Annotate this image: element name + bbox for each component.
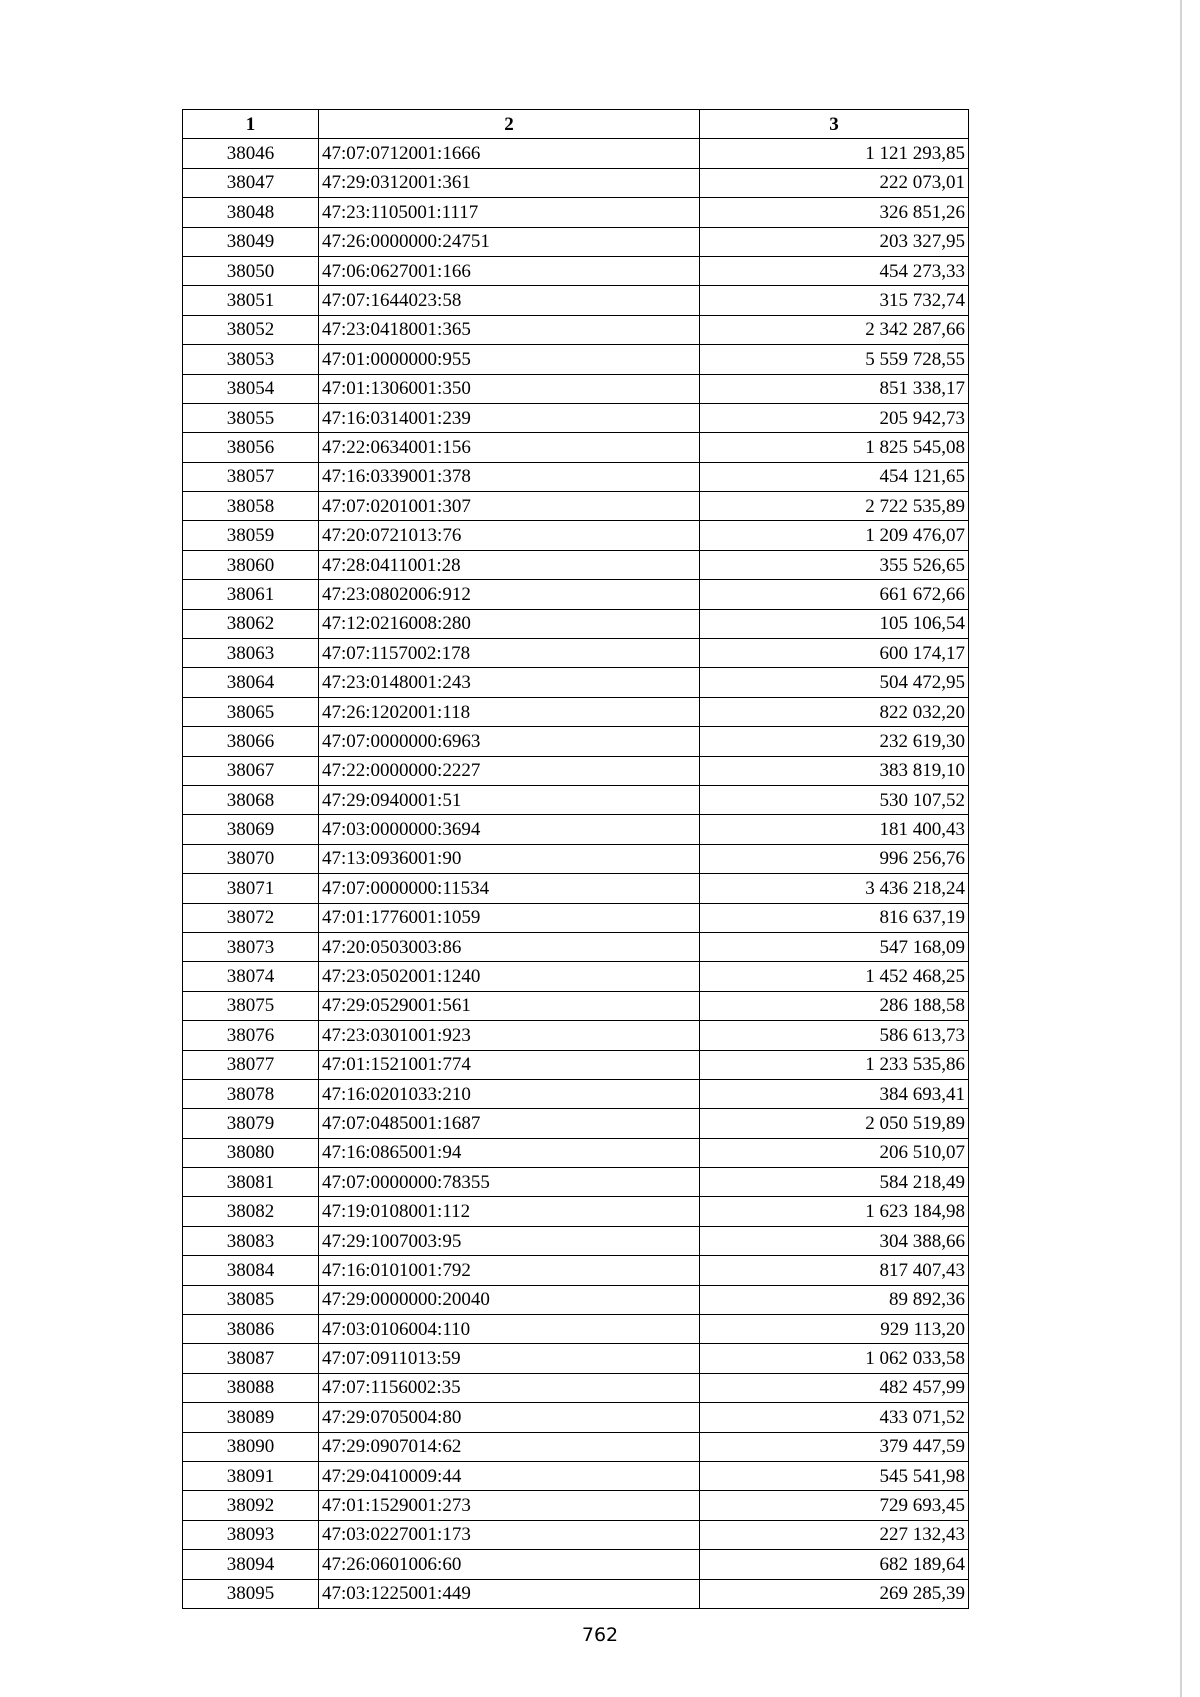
table-row [183, 1550, 969, 1579]
cadastral-number-cell: 47:23:0502001:1240 [319, 962, 700, 991]
row-number-cell: 38087 [183, 1344, 319, 1373]
cadastral-number-cell: 47:22:0000000:2227 [319, 756, 700, 785]
table-row [183, 727, 969, 756]
value-cell: 996 256,76 [700, 844, 969, 873]
cadastral-number-cell: 47:20:0503003:86 [319, 932, 700, 961]
table-row [183, 1520, 969, 1549]
value-cell: 2 722 535,89 [700, 492, 969, 521]
cadastral-number-cell: 47:23:0802006:912 [319, 580, 700, 609]
value-cell: 586 613,73 [700, 1021, 969, 1050]
table-row [183, 991, 969, 1020]
row-number-cell: 38059 [183, 521, 319, 550]
table-row [183, 374, 969, 403]
row-number-cell: 38066 [183, 727, 319, 756]
value-cell: 482 457,99 [700, 1373, 969, 1402]
table-row [183, 1079, 969, 1108]
table-row [183, 315, 969, 344]
cadastral-number-cell: 47:29:0907014:62 [319, 1432, 700, 1461]
row-number-cell: 38069 [183, 815, 319, 844]
cadastral-number-cell: 47:07:0911013:59 [319, 1344, 700, 1373]
value-cell: 729 693,45 [700, 1491, 969, 1520]
value-cell: 1 062 033,58 [700, 1344, 969, 1373]
cadastral-number-cell: 47:16:0865001:94 [319, 1138, 700, 1167]
row-number-cell: 38082 [183, 1197, 319, 1226]
value-cell: 682 189,64 [700, 1550, 969, 1579]
row-number-cell: 38089 [183, 1403, 319, 1432]
table-body [183, 139, 969, 1609]
cadastral-number-cell: 47:23:0301001:923 [319, 1021, 700, 1050]
cadastral-number-cell: 47:16:0201033:210 [319, 1079, 700, 1108]
cadastral-number-cell: 47:16:0339001:378 [319, 462, 700, 491]
row-number-cell: 38065 [183, 697, 319, 726]
row-number-cell: 38079 [183, 1109, 319, 1138]
table-row [183, 550, 969, 579]
table-row [183, 1256, 969, 1285]
table-row [183, 139, 969, 168]
value-cell: 661 672,66 [700, 580, 969, 609]
cadastral-number-cell: 47:13:0936001:90 [319, 844, 700, 873]
value-cell: 2 050 519,89 [700, 1109, 969, 1138]
value-cell: 433 071,52 [700, 1403, 969, 1432]
row-number-cell: 38067 [183, 756, 319, 785]
value-cell: 454 121,65 [700, 462, 969, 491]
row-number-cell: 38090 [183, 1432, 319, 1461]
cadastral-number-cell: 47:01:0000000:955 [319, 345, 700, 374]
row-number-cell: 38064 [183, 668, 319, 697]
table-row [183, 168, 969, 197]
cadastral-number-cell: 47:29:0705004:80 [319, 1403, 700, 1432]
row-number-cell: 38070 [183, 844, 319, 873]
table-row [183, 1461, 969, 1490]
row-number-cell: 38075 [183, 991, 319, 1020]
table-row [183, 1315, 969, 1344]
row-number-cell: 38062 [183, 609, 319, 638]
row-number-cell: 38092 [183, 1491, 319, 1520]
cadastral-number-cell: 47:03:0000000:3694 [319, 815, 700, 844]
cadastral-number-cell: 47:29:0529001:561 [319, 991, 700, 1020]
cadastral-number-cell: 47:26:0601006:60 [319, 1550, 700, 1579]
value-cell: 89 892,36 [700, 1285, 969, 1314]
row-number-cell: 38081 [183, 1168, 319, 1197]
table-row [183, 198, 969, 227]
cadastral-value-table [182, 109, 969, 1609]
value-cell: 181 400,43 [700, 815, 969, 844]
value-cell: 545 541,98 [700, 1461, 969, 1490]
cadastral-number-cell: 47:01:1521001:774 [319, 1050, 700, 1079]
value-cell: 530 107,52 [700, 785, 969, 814]
cadastral-number-cell: 47:07:0000000:11534 [319, 874, 700, 903]
row-number-cell: 38052 [183, 315, 319, 344]
value-cell: 600 174,17 [700, 639, 969, 668]
value-cell: 105 106,54 [700, 609, 969, 638]
value-cell: 822 032,20 [700, 697, 969, 726]
page-edge-shadow [1180, 0, 1182, 1697]
value-cell: 504 472,95 [700, 668, 969, 697]
cadastral-number-cell: 47:23:0418001:365 [319, 315, 700, 344]
table-row [183, 286, 969, 315]
column-header-2: 2 [319, 110, 700, 139]
table-row [183, 1109, 969, 1138]
cadastral-number-cell: 47:29:0312001:361 [319, 168, 700, 197]
value-cell: 1 623 184,98 [700, 1197, 969, 1226]
cadastral-number-cell: 47:03:0227001:173 [319, 1520, 700, 1549]
row-number-cell: 38093 [183, 1520, 319, 1549]
cadastral-number-cell: 47:01:1776001:1059 [319, 903, 700, 932]
table-row [183, 1226, 969, 1255]
table-row [183, 1021, 969, 1050]
row-number-cell: 38063 [183, 639, 319, 668]
row-number-cell: 38095 [183, 1579, 319, 1608]
value-cell: 1 121 293,85 [700, 139, 969, 168]
cadastral-number-cell: 47:26:1202001:118 [319, 697, 700, 726]
row-number-cell: 38088 [183, 1373, 319, 1402]
table-row [183, 668, 969, 697]
table-row [183, 815, 969, 844]
cadastral-number-cell: 47:06:0627001:166 [319, 256, 700, 285]
row-number-cell: 38060 [183, 550, 319, 579]
cadastral-number-cell: 47:20:0721013:76 [319, 521, 700, 550]
value-cell: 326 851,26 [700, 198, 969, 227]
value-cell: 3 436 218,24 [700, 874, 969, 903]
row-number-cell: 38057 [183, 462, 319, 491]
table-row [183, 462, 969, 491]
cadastral-number-cell: 47:07:0712001:1666 [319, 139, 700, 168]
cadastral-number-cell: 47:01:1529001:273 [319, 1491, 700, 1520]
table-header-row [183, 110, 969, 139]
cadastral-number-cell: 47:29:0000000:20040 [319, 1285, 700, 1314]
row-number-cell: 38073 [183, 932, 319, 961]
cadastral-number-cell: 47:23:1105001:1117 [319, 198, 700, 227]
row-number-cell: 38074 [183, 962, 319, 991]
cadastral-number-cell: 47:03:0106004:110 [319, 1315, 700, 1344]
row-number-cell: 38086 [183, 1315, 319, 1344]
value-cell: 269 285,39 [700, 1579, 969, 1608]
table-row [183, 903, 969, 932]
row-number-cell: 38083 [183, 1226, 319, 1255]
table-row [183, 521, 969, 550]
table-row [183, 874, 969, 903]
value-cell: 384 693,41 [700, 1079, 969, 1108]
cadastral-number-cell: 47:26:0000000:24751 [319, 227, 700, 256]
value-cell: 206 510,07 [700, 1138, 969, 1167]
row-number-cell: 38050 [183, 256, 319, 285]
table-row [183, 639, 969, 668]
value-cell: 584 218,49 [700, 1168, 969, 1197]
row-number-cell: 38048 [183, 198, 319, 227]
value-cell: 1 452 468,25 [700, 962, 969, 991]
table-row [183, 1403, 969, 1432]
table-row [183, 785, 969, 814]
table-row [183, 962, 969, 991]
row-number-cell: 38054 [183, 374, 319, 403]
row-number-cell: 38078 [183, 1079, 319, 1108]
value-cell: 227 132,43 [700, 1520, 969, 1549]
table-row [183, 844, 969, 873]
table-row [183, 932, 969, 961]
cadastral-number-cell: 47:07:0201001:307 [319, 492, 700, 521]
value-cell: 5 559 728,55 [700, 345, 969, 374]
row-number-cell: 38071 [183, 874, 319, 903]
row-number-cell: 38049 [183, 227, 319, 256]
row-number-cell: 38051 [183, 286, 319, 315]
value-cell: 454 273,33 [700, 256, 969, 285]
table-row [183, 1138, 969, 1167]
cadastral-number-cell: 47:28:0411001:28 [319, 550, 700, 579]
row-number-cell: 38061 [183, 580, 319, 609]
value-cell: 203 327,95 [700, 227, 969, 256]
value-cell: 304 388,66 [700, 1226, 969, 1255]
cadastral-number-cell: 47:07:1156002:35 [319, 1373, 700, 1402]
row-number-cell: 38077 [183, 1050, 319, 1079]
column-header-3: 3 [700, 110, 969, 139]
value-cell: 379 447,59 [700, 1432, 969, 1461]
cadastral-number-cell: 47:29:0410009:44 [319, 1461, 700, 1490]
row-number-cell: 38055 [183, 403, 319, 432]
table-row [183, 1168, 969, 1197]
cadastral-number-cell: 47:07:0485001:1687 [319, 1109, 700, 1138]
row-number-cell: 38056 [183, 433, 319, 462]
table-row [183, 227, 969, 256]
cadastral-number-cell: 47:16:0101001:792 [319, 1256, 700, 1285]
table-row [183, 1432, 969, 1461]
row-number-cell: 38058 [183, 492, 319, 521]
value-cell: 547 168,09 [700, 932, 969, 961]
row-number-cell: 38076 [183, 1021, 319, 1050]
table-row [183, 256, 969, 285]
row-number-cell: 38094 [183, 1550, 319, 1579]
table-row [183, 1579, 969, 1608]
table-row [183, 403, 969, 432]
cadastral-number-cell: 47:19:0108001:112 [319, 1197, 700, 1226]
table-row [183, 609, 969, 638]
value-cell: 929 113,20 [700, 1315, 969, 1344]
table-row [183, 1344, 969, 1373]
table-row [183, 433, 969, 462]
value-cell: 286 188,58 [700, 991, 969, 1020]
table-row [183, 1491, 969, 1520]
cadastral-number-cell: 47:07:1644023:58 [319, 286, 700, 315]
table-row [183, 1285, 969, 1314]
table-row [183, 345, 969, 374]
table-row [183, 1050, 969, 1079]
value-cell: 222 073,01 [700, 168, 969, 197]
table-row [183, 697, 969, 726]
table-row [183, 756, 969, 785]
cadastral-number-cell: 47:16:0314001:239 [319, 403, 700, 432]
value-cell: 232 619,30 [700, 727, 969, 756]
cadastral-number-cell: 47:22:0634001:156 [319, 433, 700, 462]
row-number-cell: 38053 [183, 345, 319, 374]
value-cell: 355 526,65 [700, 550, 969, 579]
row-number-cell: 38046 [183, 139, 319, 168]
page-number: 762 [581, 1624, 619, 1646]
table-row [183, 1197, 969, 1226]
value-cell: 315 732,74 [700, 286, 969, 315]
cadastral-number-cell: 47:12:0216008:280 [319, 609, 700, 638]
cadastral-number-cell: 47:07:1157002:178 [319, 639, 700, 668]
value-cell: 2 342 287,66 [700, 315, 969, 344]
table-row [183, 1373, 969, 1402]
row-number-cell: 38084 [183, 1256, 319, 1285]
row-number-cell: 38091 [183, 1461, 319, 1490]
value-cell: 1 209 476,07 [700, 521, 969, 550]
value-cell: 816 637,19 [700, 903, 969, 932]
row-number-cell: 38085 [183, 1285, 319, 1314]
cadastral-number-cell: 47:07:0000000:78355 [319, 1168, 700, 1197]
value-cell: 1 233 535,86 [700, 1050, 969, 1079]
cadastral-number-cell: 47:03:1225001:449 [319, 1579, 700, 1608]
row-number-cell: 38047 [183, 168, 319, 197]
row-number-cell: 38068 [183, 785, 319, 814]
table-row [183, 580, 969, 609]
value-cell: 851 338,17 [700, 374, 969, 403]
column-header-1: 1 [183, 110, 319, 139]
table-row [183, 492, 969, 521]
cadastral-number-cell: 47:23:0148001:243 [319, 668, 700, 697]
value-cell: 383 819,10 [700, 756, 969, 785]
value-cell: 205 942,73 [700, 403, 969, 432]
row-number-cell: 38072 [183, 903, 319, 932]
row-number-cell: 38080 [183, 1138, 319, 1167]
cadastral-number-cell: 47:01:1306001:350 [319, 374, 700, 403]
cadastral-number-cell: 47:29:1007003:95 [319, 1226, 700, 1255]
cadastral-number-cell: 47:29:0940001:51 [319, 785, 700, 814]
value-cell: 817 407,43 [700, 1256, 969, 1285]
value-cell: 1 825 545,08 [700, 433, 969, 462]
cadastral-number-cell: 47:07:0000000:6963 [319, 727, 700, 756]
